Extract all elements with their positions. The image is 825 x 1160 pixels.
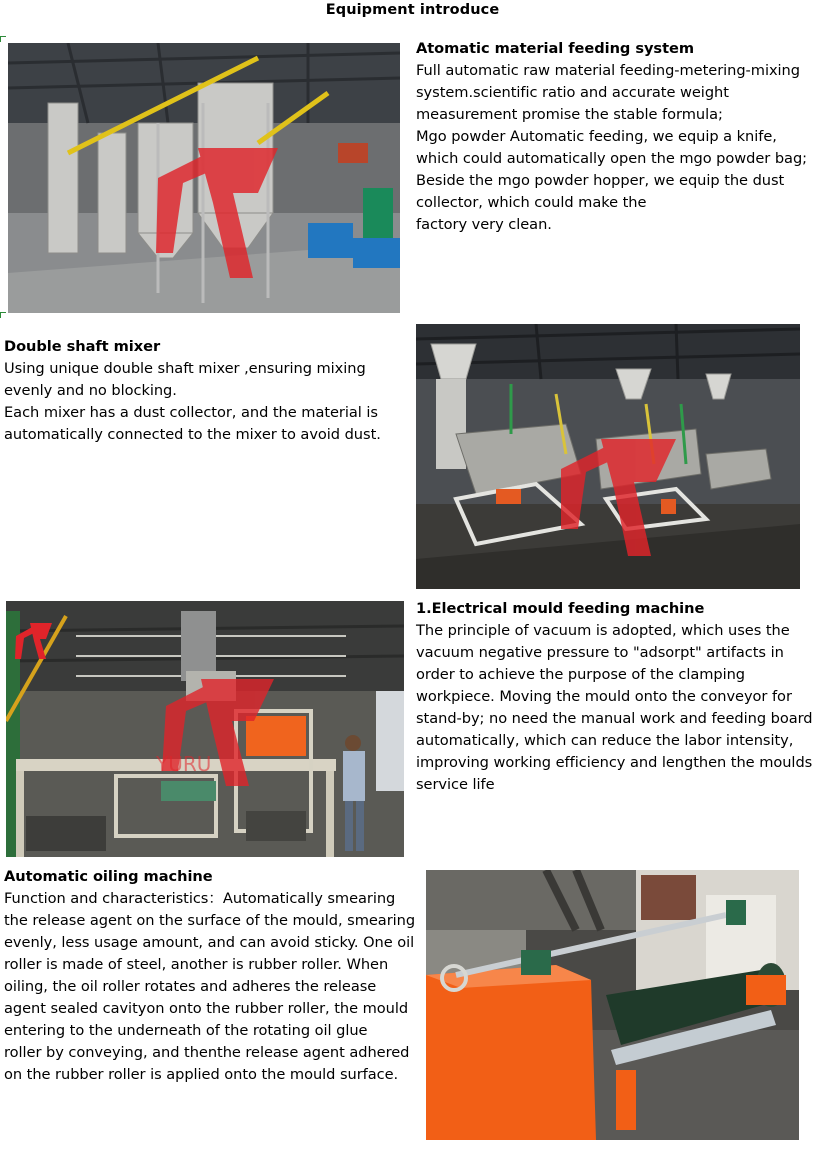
section-line: agent sealed cavityon onto the rubber roller, the mould [4,1000,409,1017]
page-title: Equipment introduce [325,2,500,18]
section-heading: 1.Electrical mould feeding machine [416,600,705,617]
section-line: automatically connected to the mixer to avoid dust. [4,426,381,443]
oiling-machine-section [4,866,415,1086]
double-shaft-mixer-photo [416,324,800,589]
feeding-system-photo [8,43,400,313]
section-line: oiling, the oil roller rotates and adheres the release [4,978,377,995]
section-heading: Double shaft mixer [4,338,161,355]
section-line: measurement promise the stable formula; [416,106,723,123]
section-line: workpiece. Moving the mould onto the conveyor for [416,688,792,705]
section-line: Mgo powder Automatic feeding, we equip a knife, [416,128,777,145]
section-line: vacuum negative pressure to "adsorpt" artifacts in [416,644,784,661]
section-line: entering to the underneath of the rotating oil glue [4,1022,368,1039]
section-line: The principle of vacuum is adopted, which uses the [416,622,790,639]
section-line: automatically, which can reduce the labor intensity, [416,732,794,749]
section-line: Beside the mgo powder hopper, we equip the dust [416,172,785,189]
section-line: improving working efficiency and lengthen the moulds [416,754,813,771]
section-line: Full automatic raw material feeding-metering-mixing [416,62,800,79]
corner-mark [0,36,6,42]
section-line: stand-by; no need the manual work and feeding board [416,710,813,727]
section-line: which could automatically open the mgo powder bag; [416,150,808,167]
section-line: the release agent on the surface of the mould, smearing [4,912,416,929]
mould-feeding-machine-photo [6,601,404,857]
section-heading: Atomatic material feeding system [416,40,694,57]
section-line: on the rubber roller is applied onto the mould surface. [4,1066,399,1083]
section-line: roller by conveying, and thenthe release agent adhered [4,1044,410,1061]
section-line: evenly and no blocking. [4,382,177,399]
double-shaft-mixer-section [4,336,381,446]
section-line: order to achieve the purpose of the clamping [416,666,746,683]
section-line: service life [416,776,495,793]
oiling-machine-photo [426,870,799,1140]
feeding-system-section [416,38,807,236]
section-line: roller is made of steel, another is rubber roller. When [4,956,389,973]
section-line: Using unique double shaft mixer ,ensuring mixing [4,360,366,377]
section-line: evenly, less usage amount, and can avoid sticky. One oil [4,934,415,951]
corner-mark [0,312,6,318]
section-heading: Automatic oiling machine [4,868,213,885]
section-line: system.scientific ratio and accurate weight [416,84,729,101]
section-line: factory very clean. [416,216,552,233]
section-line: collector, which could make the [416,194,647,211]
mould-feeding-section [416,598,813,796]
section-line: Function and characteristics：Automatically smearing [4,890,396,907]
watermark-text: YURU [156,752,212,776]
section-line: Each mixer has a dust collector, and the material is [4,404,378,421]
